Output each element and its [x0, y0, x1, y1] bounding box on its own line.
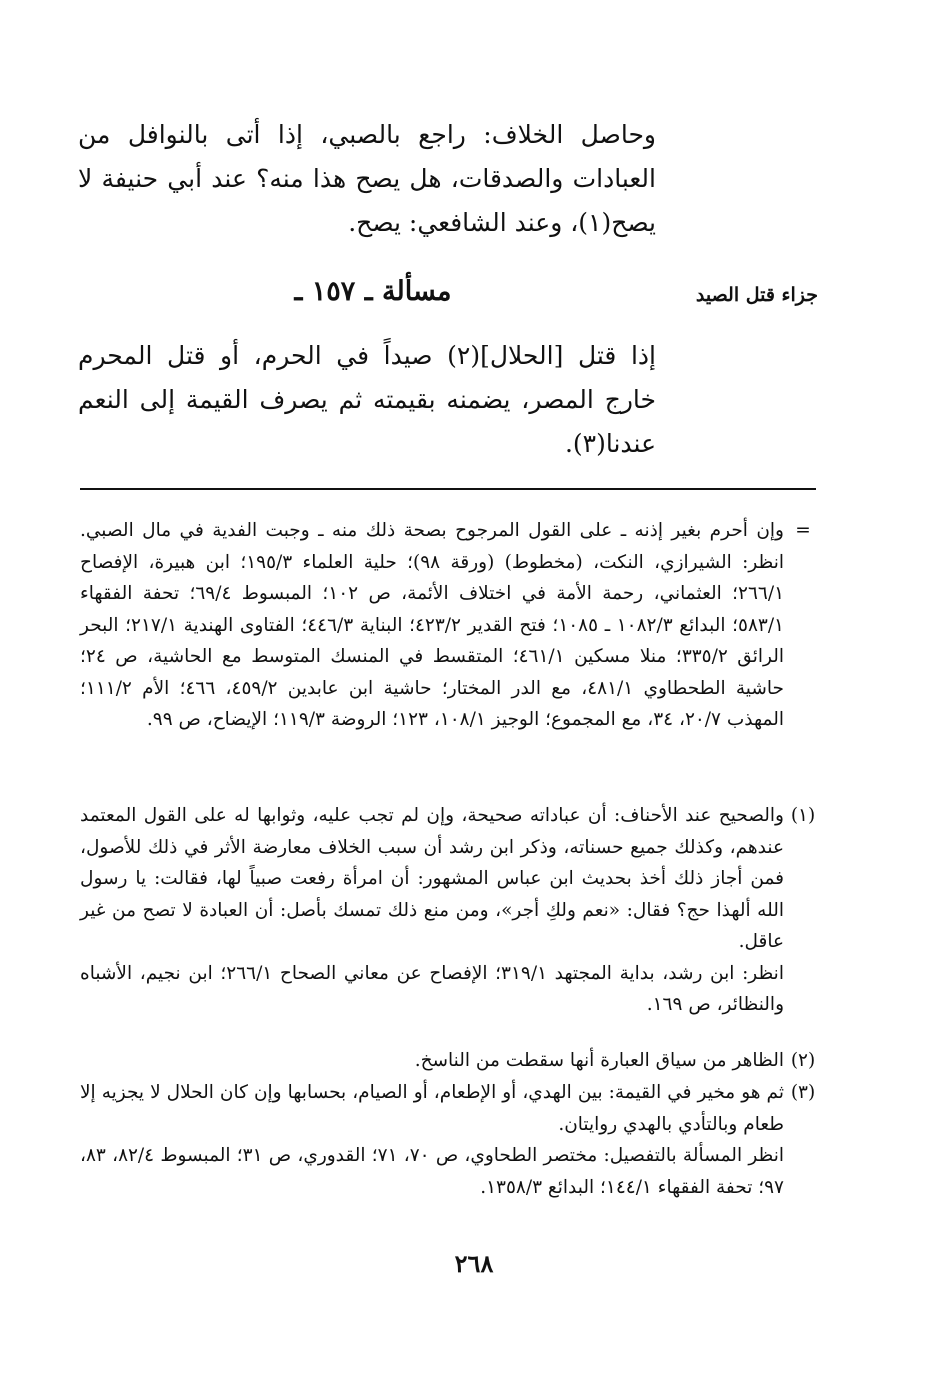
footnote-paragraph: انظر: ابن رشد، بداية المجتهد ٣١٩/١؛ الإفصاح عن معاني الصحاح ٢٦٦/١؛ ابن نجيم، الأشباه والنظائر، ص ١٦٩. — [80, 962, 784, 1015]
footnote-text — [80, 800, 784, 1021]
footnote-text — [80, 1045, 784, 1077]
footnote-separator — [80, 488, 816, 490]
footnote-marker: = — [795, 520, 811, 541]
page-number: ٢٦٨ — [454, 1249, 494, 1278]
footnote-3 — [80, 1077, 822, 1203]
footnote-paragraph: ثم هو مخير في القيمة: بين الهدي، أو الإطعام، أو الصيام، بحسابها وإن كان الحلال لا يجزيه إلا طعام وبالتأدي بالهدي روايتان. — [80, 1082, 784, 1135]
footnote-paragraph: انظر المسألة بالتفصيل: مختصر الطحاوي، ص ٧٠، ٧١؛ القدوري، ص ٣١؛ المبسوط ٨٢/٤، ٨٣، ٩٧؛ تحفة الفقهاء ١٤٤/١؛ البدائع ١٣٥٨/٣. — [80, 1145, 784, 1198]
footnote-marker: (١) — [790, 805, 816, 826]
footnote-marker: (٢) — [790, 1050, 816, 1071]
footnote-paragraph: وإن أحرم بغير إذنه ـ على القول المرجوح بصحة ذلك منه ـ وجبت الفدية في مال الصبي. انظر: الشيرازي، النكت، (مخطوط) (ورقة ٩٨)؛ حلية العلماء ١٩٥/٣؛ ابن هبيرة، الإفصاح ٢٦٦/١؛ العثماني، رحمة الأمة في اختلاف الأئمة، ص ١٠٢؛ المبسوط ٦٩/٤؛ تحفة الفقهاء ٥٨٣/١؛ البدائع ١٠٨٢/٣ ـ ١٠٨٥؛ فتح القدير ٤٢٣/٢؛ البناية ٤٤٦/٣؛ الفتاوى الهندية ٢١٧/١؛ البحر الرائق ٣٣٥/٢؛ منلا مسكين ٤٦١/١؛ المتقسط في المنسك المتوسط مع الحاشية، ص ٢٤؛ حاشية الطحطاوي ٤٨١/١، مع الدر المختار؛ حاشية ابن عابدين ٤٥٩/٢، ٤٦٦؛ الأم ١١١/٢؛ المهذب ٢٠/٧، ٣٤، مع المجموع؛ الوجيز ١٠٨/١، ١٢٣؛ الروضة ١١٩/٣؛ الإيضاح، ص ٩٩. — [80, 520, 785, 730]
footnote-1 — [80, 800, 822, 1021]
masala-heading: مسألة ـ ١٥٧ ـ — [294, 276, 452, 307]
margin-heading: جزاء قتل الصيد — [695, 284, 818, 306]
footnote-paragraph: والصحيح عند الأحناف: أن عباداته صحيحة، وإن لم تجب عليه، وثوابها له على القول المعتمد عندهم، وكذلك جميع حسناته، وذكر ابن رشد أن سبب الخلاف معارضة الأثر في ذلك للأصول، فمن أجاز ذلك أخذ بحديث ابن عباس المشهور: أن امرأة رفعت صبياً لها، فقالت: يا رسول الله ألهذا حج؟ فقال: «نعم ولكِ أجر»، ومن منع ذلك تمسك بأصل: أن العبادة لا تصح من غير عاقل. — [80, 805, 784, 952]
footnote-2 — [80, 1045, 822, 1077]
main-paragraph-1: وحاصل الخلاف: راجع بالصبي، إذا أتى بالنوافل من العبادات والصدقات، هل يصح هذا منه؟ عند أبي حنيفة لا يصح(١)، وعند الشافعي: يصح. — [78, 120, 656, 237]
footnote-text — [80, 1077, 784, 1203]
footnote-paragraph: الظاهر من سياق العبارة أنها سقطت من الناسخ. — [414, 1050, 784, 1071]
footnote-marker: (٣) — [790, 1082, 816, 1103]
footnote-continuation — [80, 515, 822, 736]
footnote-text — [80, 515, 784, 736]
main-paragraph-2: إذا قتل [الحلال](٢) صيداً في الحرم، أو قتل المحرم خارج المصر، يضمنه بقيمته ثم يصرف القيمة إلى النعم عندنا(٣). — [78, 341, 656, 458]
